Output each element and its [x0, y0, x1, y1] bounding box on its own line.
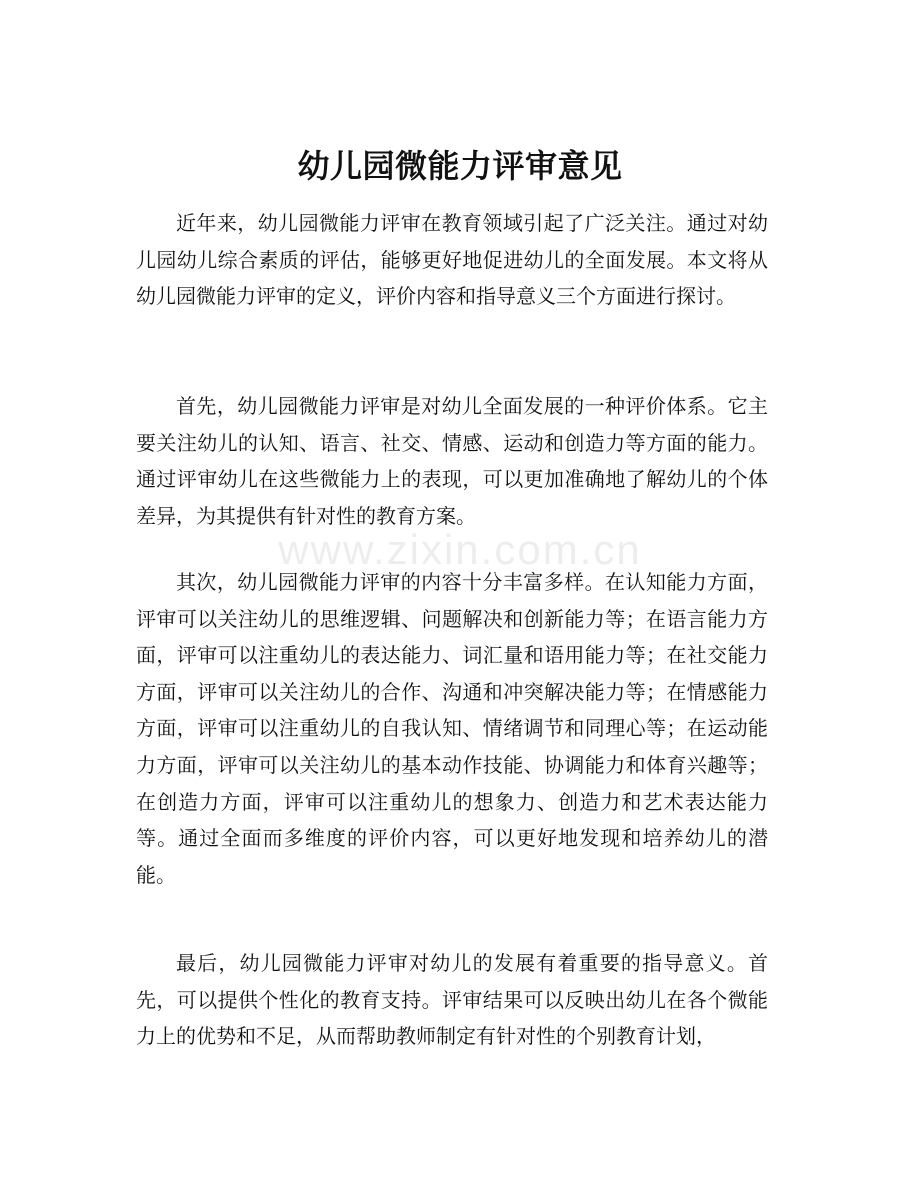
document-title: 幼儿园微能力评审意见: [297, 147, 623, 185]
paragraph-intro: 近年来，幼儿园微能力评审在教育领域引起了广泛关注。通过对幼儿园幼儿综合素质的评估，能够更好地促进幼儿的全面发展。本文将从幼儿园微能力评审的定义，评价内容和指导意义三个方面进行探讨。: [136, 211, 768, 309]
paragraph-first: 首先，幼儿园微能力评审是对幼儿全面发展的一种评价体系。它主要关注幼儿的认知、语言、社交、情感、运动和创造力等方面的能力。通过评审幼儿在这些微能力上的表现，可以更加准确地了解幼儿的个体差异，为其提供有针对性的教育方案。: [136, 394, 768, 528]
paragraph-last: 最后，幼儿园微能力评审对幼儿的发展有着重要的指导意义。首先，可以提供个性化的教育支持。评审结果可以反映出幼儿在各个微能力上的优势和不足，从而帮助教师制定有针对性的个别教育计划，: [136, 951, 768, 1049]
watermark: www.zixin.com.cn: [278, 526, 642, 573]
paragraph-second: 其次，幼儿园微能力评审的内容十分丰富多样。在认知能力方面，评审可以关注幼儿的思维逻辑、问题解决和创新能力等；在语言能力方面，评审可以注重幼儿的表达能力、词汇量和语用能力等；在社交能力方面，评审可以关注幼儿的合作、沟通和冲突解决能力等；在情感能力方面，评审可以注重幼儿的自我认知、情绪调节和同理心等；在运动能力方面，评审可以关注幼儿的基本动作技能、协调能力和体育兴趣等；在创造力方面，评审可以注重幼儿的想象力、创造力和艺术表达能力等。通过全面而多维度的评价内容，可以更好地发现和培养幼儿的潜能。: [136, 570, 768, 887]
